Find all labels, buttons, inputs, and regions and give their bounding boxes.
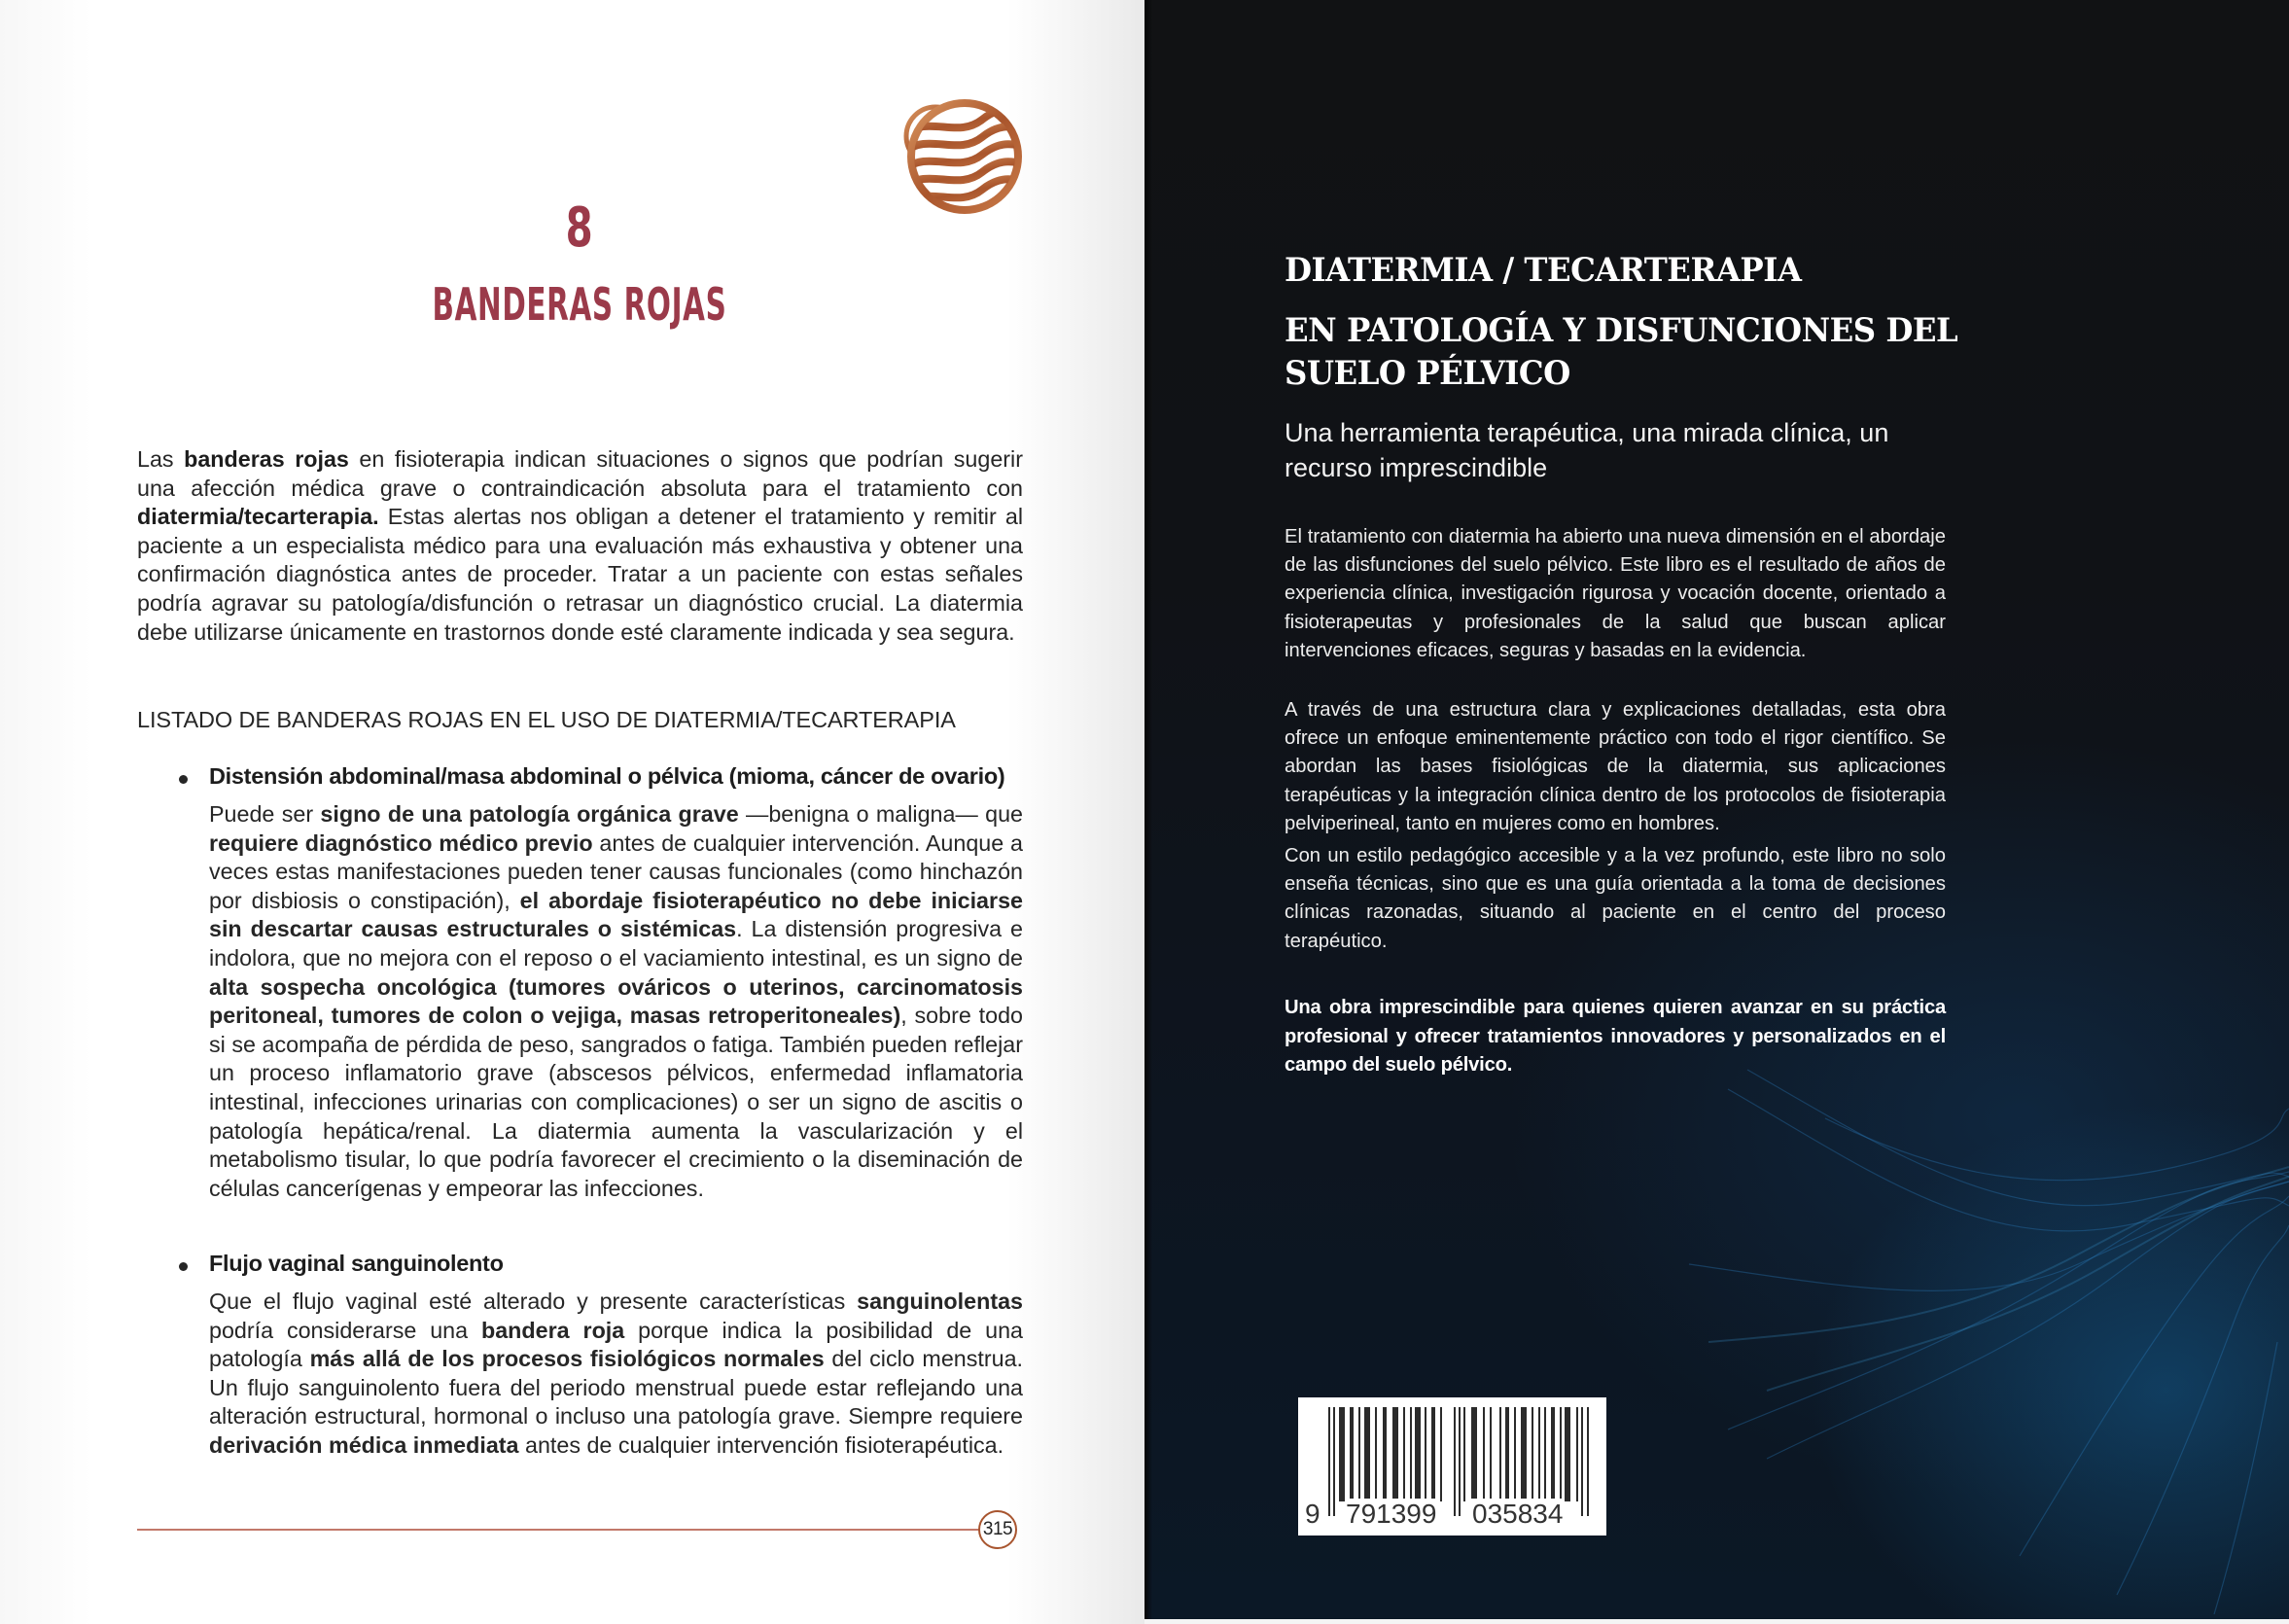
footer-rule xyxy=(137,1529,980,1531)
bullet-icon xyxy=(179,775,188,784)
barcode-group-1: 791399 xyxy=(1346,1499,1437,1529)
barcode-group-2: 035834 xyxy=(1472,1499,1564,1529)
barcode-prefix-digit: 9 xyxy=(1305,1499,1321,1529)
isbn-barcode xyxy=(1298,1397,1606,1536)
list-item-body: Puede ser signo de una patología orgánica grave —benigna o maligna— que requiere diagnóstico médico previo antes de cualquier intervención. Aunque a veces estas manifestaciones pueden tener causas funcionales (como hinchazón por disbiosis o constipación), el abordaje fisioterapéutico no debe iniciarse sin descartar causas estructurales o sistémicas. La distensión progresiva e indolora, que no mejora con el reposo o el vaciamiento intestinal, es un signo de alta sospecha oncológica (tumores ováricos o uterinos, carcinomatosis peritoneal, tumores de colon o vejiga, masas retroperitoneales), sobre todo si se acompaña de pérdida de peso, sangrados o fatiga. También pueden reflejar un proceso inflamatorio grave (abscesos pélvicos, enfermedad inflamatoria intestinal, infecciones urinarias con complicaciones) o ser un signo de ascitis o patología hepática/renal. La diatermia aumenta la vascularización y el metabolismo tisular, lo que podría favorecer el crecimiento o la diseminación de células cancerígenas y empeorar las infecciones. xyxy=(209,801,1023,1201)
left-page xyxy=(0,0,1144,1624)
cover-description-paragraph: A través de una estructura clara y explicaciones detalladas, esta obra ofrece un enfoque eminentemente práctico con todo el rigor científico. Se abordan las bases fisiológicas de la diatermia, sus aplicaciones terapéuticas y la integración clínica dentro de los protocolos de fisioterapia pelviperineal, tanto en mujeres como en hombres. xyxy=(1285,699,1946,834)
cover-closing-statement: Una obra imprescindible para quienes quieren avanzar en su práctica profesional y ofrecer tratamientos innovadores y personalizados en el campo del suelo pélvico. xyxy=(1285,997,1946,1076)
cover-title: DIATERMIA / TECARTERAPIA xyxy=(1285,251,1802,290)
cover-tagline: Una herramienta terapéutica, una mirada clínica, un recurso imprescindible xyxy=(1285,418,1889,482)
cover-subtitle: EN PATOLOGÍA Y DISFUNCIONES DEL SUELO PÉLVICO xyxy=(1285,311,1958,393)
chapter-title: BANDERAS ROJAS xyxy=(432,278,727,331)
list-heading: LISTADO DE BANDERAS ROJAS EN EL USO DE DIATERMIA/TECARTERAPIA xyxy=(137,707,956,732)
back-cover xyxy=(1144,0,2289,1619)
page-number: 315 xyxy=(978,1510,1017,1549)
cover-description-paragraph: El tratamiento con diatermia ha abierto una nueva dimensión en el abordaje de las disfunciones del suelo pélvico. Este libro es el resultado de años de experiencia clínica, investigación rigurosa y vocación docente, orientado a fisioterapeutas y profesionales de la salud que buscan aplicar intervenciones eficaces, seguras y basadas en la evidencia. xyxy=(1285,526,1946,661)
barcode-digits xyxy=(1298,1499,1606,1534)
intro-paragraph: Las banderas rojas en fisioterapia indican situaciones o signos que podrían sugerir una afección médica grave o contraindicación absoluta para el tratamiento con diatermia/tecarterapia. Estas alertas nos obligan a detener el tratamiento y remitir al paciente a un especialista médico para una evaluación más exhaustiva y obtener una confirmación diagnóstica antes de proceder. Tratar a un paciente con estas señales podría agravar su patología/disfunción o retrasar un diagnóstico crucial. La diatermia debe utilizarse únicamente en trastornos donde esté claramente indicada y sea segura. xyxy=(137,446,1023,645)
chapter-number: 8 xyxy=(565,196,594,260)
cover-description-paragraph: Con un estilo pedagógico accesible y a la vez profundo, este libro no solo enseña técnicas, sino que es una guía orientada a la toma de decisiones clínicas razonadas, situando al paciente en el centro del proceso terapéutico. xyxy=(1285,845,1946,952)
list-item-title: Flujo vaginal sanguinolento xyxy=(209,1251,504,1276)
list-item-title: Distensión abdominal/masa abdominal o pélvica (mioma, cáncer de ovario) xyxy=(209,763,1005,789)
list-item-body: Que el flujo vaginal esté alterado y presente características sanguinolentas podría considerarse una bandera roja porque indica la posibilidad de una patología más allá de los procesos fisiológicos normales del ciclo menstrua. Un flujo sanguinolento fuera del periodo menstrual puede estar reflejando una alteración estructural, hormonal o incluso una patología grave. Siempre requiere derivación médica inmediata antes de cualquier intervención fisioterapéutica. xyxy=(209,1289,1024,1458)
bullet-icon xyxy=(179,1262,188,1271)
